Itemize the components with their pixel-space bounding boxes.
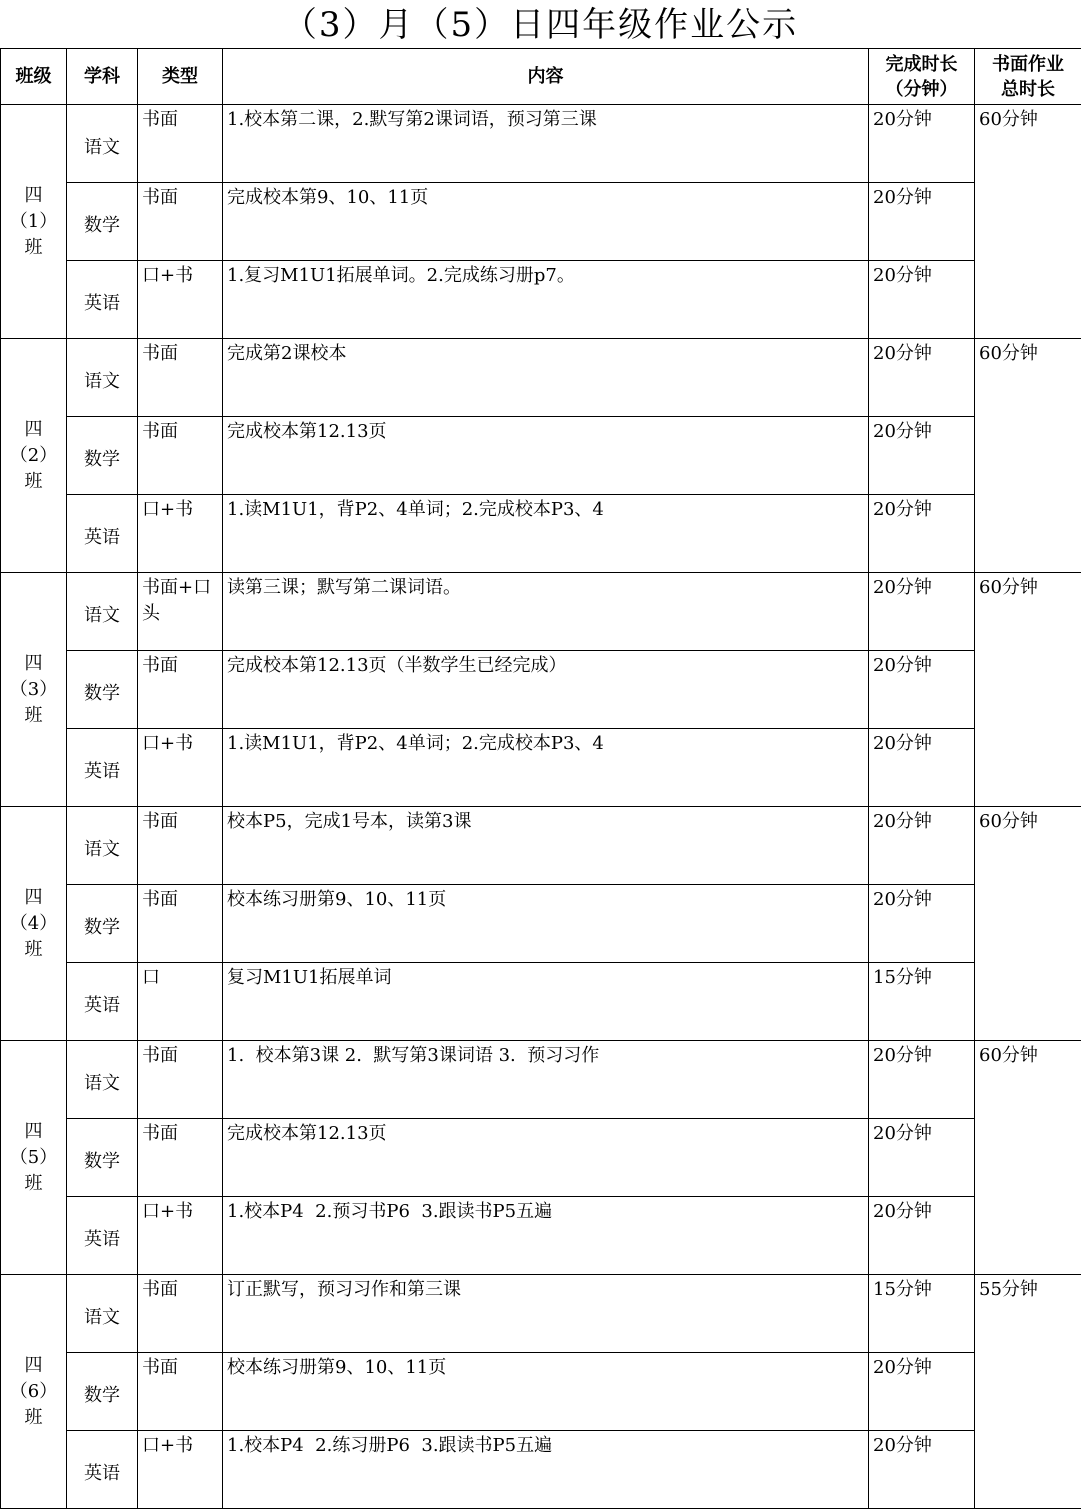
header-total-line1: 书面作业	[975, 52, 1081, 77]
duration-cell: 20分钟	[869, 495, 975, 573]
content-cell: 校本P5，完成1号本，读第3课	[223, 807, 869, 885]
header-total-line2: 总时长	[975, 77, 1081, 102]
duration-cell: 20分钟	[869, 729, 975, 807]
table-row	[1, 885, 1081, 963]
type-cell: 书面	[138, 183, 223, 261]
class-cell: 四 （6） 班	[1, 1275, 67, 1509]
subject-cell: 数学	[67, 417, 138, 495]
subject-cell: 语文	[67, 339, 138, 417]
type-cell: 口+书	[138, 729, 223, 807]
header-type: 类型	[138, 49, 223, 105]
type-cell: 书面	[138, 417, 223, 495]
table-row	[1, 807, 1081, 885]
content-cell: 完成校本第9、10、11页	[223, 183, 869, 261]
content-cell: 1.读M1U1，背P2、4单词；2.完成校本P3、4	[223, 729, 869, 807]
duration-cell: 20分钟	[869, 807, 975, 885]
header-subject: 学科	[67, 49, 138, 105]
total-cell: 60分钟	[975, 105, 1081, 339]
type-cell: 口+书	[138, 1431, 223, 1509]
duration-cell: 20分钟	[869, 417, 975, 495]
table-row	[1, 1431, 1081, 1509]
duration-cell: 20分钟	[869, 261, 975, 339]
table-row	[1, 1275, 1081, 1353]
type-cell: 书面	[138, 1275, 223, 1353]
duration-cell: 20分钟	[869, 105, 975, 183]
header-content: 内容	[223, 49, 869, 105]
type-cell: 书面	[138, 807, 223, 885]
type-cell: 口	[138, 963, 223, 1041]
subject-cell: 数学	[67, 1353, 138, 1431]
class-cell: 四 （1） 班	[1, 105, 67, 339]
total-cell: 60分钟	[975, 1041, 1081, 1275]
subject-cell: 英语	[67, 1197, 138, 1275]
table-row	[1, 963, 1081, 1041]
content-cell: 1.校本P4 2.练习册P6 3.跟读书P5五遍	[223, 1431, 869, 1509]
header-duration-line1: 完成时长	[869, 52, 974, 77]
content-cell: 1.复习M1U1拓展单词。2.完成练习册p7。	[223, 261, 869, 339]
content-cell: 1.读M1U1，背P2、4单词；2.完成校本P3、4	[223, 495, 869, 573]
homework-table	[0, 48, 1081, 1509]
content-cell: 校本练习册第9、10、11页	[223, 885, 869, 963]
subject-cell: 语文	[67, 1041, 138, 1119]
type-cell: 书面	[138, 651, 223, 729]
subject-cell: 英语	[67, 495, 138, 573]
subject-cell: 语文	[67, 573, 138, 651]
content-cell: 读第三课；默写第二课词语。	[223, 573, 869, 651]
duration-cell: 20分钟	[869, 651, 975, 729]
table-row	[1, 1353, 1081, 1431]
subject-cell: 英语	[67, 261, 138, 339]
subject-cell: 数学	[67, 183, 138, 261]
table-row	[1, 729, 1081, 807]
class-cell: 四 （3） 班	[1, 573, 67, 807]
class-cell: 四 （2） 班	[1, 339, 67, 573]
type-cell: 书面	[138, 1119, 223, 1197]
total-cell: 60分钟	[975, 573, 1081, 807]
content-cell: 1. 校本第3课 2. 默写第3课词语 3. 预习习作	[223, 1041, 869, 1119]
type-cell: 口+书	[138, 1197, 223, 1275]
table-row	[1, 417, 1081, 495]
duration-cell: 20分钟	[869, 1353, 975, 1431]
table-row	[1, 339, 1081, 417]
table-row	[1, 183, 1081, 261]
content-cell: 完成校本第12.13页	[223, 1119, 869, 1197]
subject-cell: 数学	[67, 651, 138, 729]
content-cell: 完成校本第12.13页（半数学生已经完成）	[223, 651, 869, 729]
table-row	[1, 573, 1081, 651]
type-cell: 书面	[138, 105, 223, 183]
table-row	[1, 1119, 1081, 1197]
header-duration	[869, 49, 975, 105]
header-total	[975, 49, 1081, 105]
header-duration-line2: （分钟）	[869, 77, 974, 102]
duration-cell: 20分钟	[869, 573, 975, 651]
subject-cell: 语文	[67, 1275, 138, 1353]
subject-cell: 语文	[67, 807, 138, 885]
table-row	[1, 651, 1081, 729]
duration-cell: 20分钟	[869, 885, 975, 963]
type-cell: 书面+口头	[138, 573, 223, 651]
subject-cell: 数学	[67, 1119, 138, 1197]
content-cell: 1.校本第二课，2.默写第2课词语，预习第三课	[223, 105, 869, 183]
header-class: 班级	[1, 49, 67, 105]
table-row	[1, 261, 1081, 339]
table-row	[1, 1041, 1081, 1119]
page-title: （3）月（5）日四年级作业公示	[0, 0, 1081, 48]
table-row	[1, 1197, 1081, 1275]
total-cell: 60分钟	[975, 807, 1081, 1041]
table-row	[1, 105, 1081, 183]
subject-cell: 英语	[67, 729, 138, 807]
duration-cell: 20分钟	[869, 1119, 975, 1197]
class-cell: 四 （4） 班	[1, 807, 67, 1041]
type-cell: 口+书	[138, 261, 223, 339]
content-cell: 完成校本第12.13页	[223, 417, 869, 495]
subject-cell: 数学	[67, 885, 138, 963]
content-cell: 复习M1U1拓展单词	[223, 963, 869, 1041]
total-cell: 55分钟	[975, 1275, 1081, 1509]
class-cell: 四 （5） 班	[1, 1041, 67, 1275]
type-cell: 书面	[138, 885, 223, 963]
duration-cell: 20分钟	[869, 1431, 975, 1509]
type-cell: 书面	[138, 339, 223, 417]
content-cell: 1.校本P4 2.预习书P6 3.跟读书P5五遍	[223, 1197, 869, 1275]
duration-cell: 20分钟	[869, 1197, 975, 1275]
type-cell: 书面	[138, 1041, 223, 1119]
type-cell: 书面	[138, 1353, 223, 1431]
content-cell: 校本练习册第9、10、11页	[223, 1353, 869, 1431]
duration-cell: 15分钟	[869, 963, 975, 1041]
duration-cell: 20分钟	[869, 183, 975, 261]
subject-cell: 语文	[67, 105, 138, 183]
table-row	[1, 495, 1081, 573]
total-cell: 60分钟	[975, 339, 1081, 573]
content-cell: 完成第2课校本	[223, 339, 869, 417]
duration-cell: 20分钟	[869, 1041, 975, 1119]
subject-cell: 英语	[67, 963, 138, 1041]
subject-cell: 英语	[67, 1431, 138, 1509]
type-cell: 口+书	[138, 495, 223, 573]
content-cell: 订正默写，预习习作和第三课	[223, 1275, 869, 1353]
header-row	[1, 49, 1081, 105]
duration-cell: 15分钟	[869, 1275, 975, 1353]
duration-cell: 20分钟	[869, 339, 975, 417]
